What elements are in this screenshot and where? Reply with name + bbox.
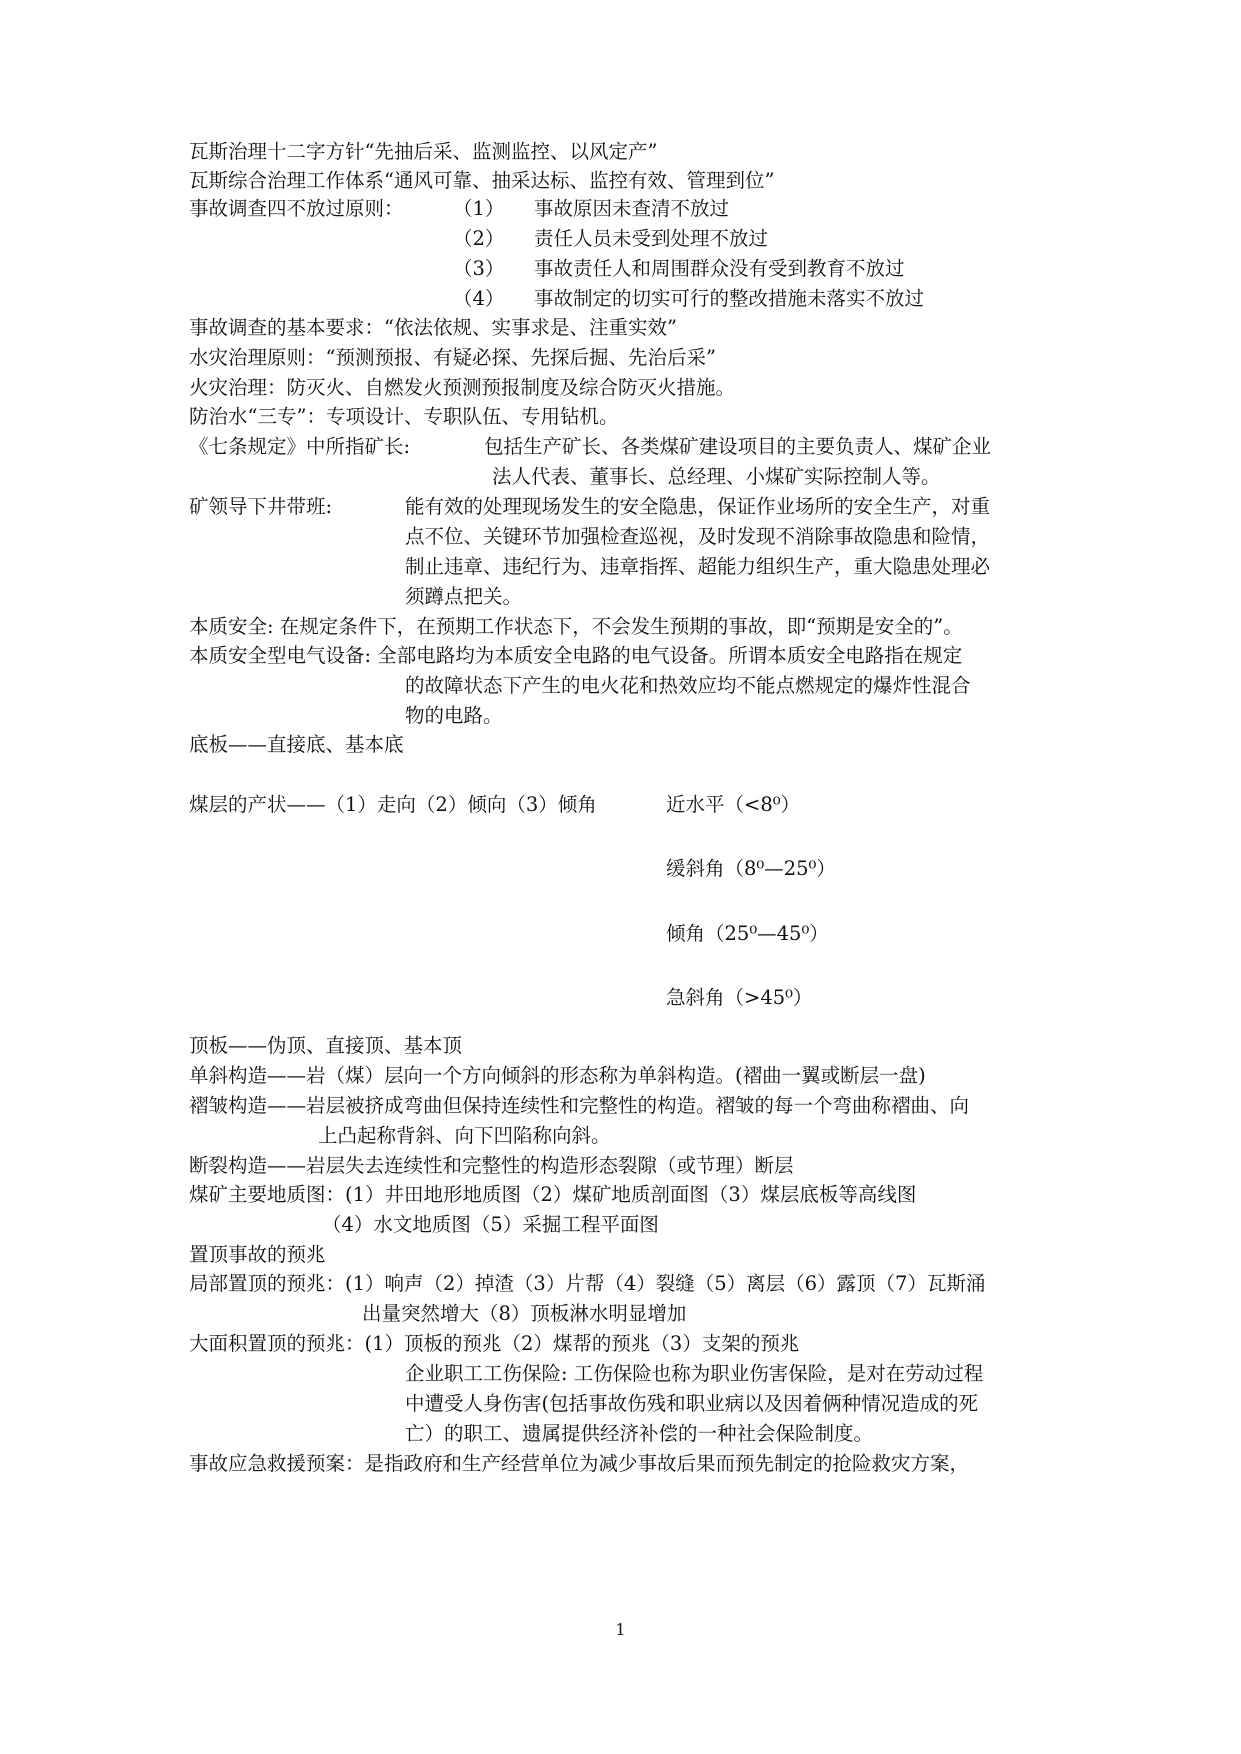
principle-4-number: （4） bbox=[453, 287, 505, 310]
fold-line-1: 褶皱构造——岩层被挤成弯曲但保持连续性和完整性的构造。褶皱的每一个弯曲称褶曲、向 bbox=[189, 1094, 970, 1117]
leader-shift-line-3: 制止违章、违纪行为、违章指挥、超能力组织生产，重大隐患处理必 bbox=[405, 555, 991, 578]
leader-shift-line-4: 须蹲点把关。 bbox=[405, 585, 523, 608]
principle-3-text: 事故责任人和周围群众没有受到教育不放过 bbox=[534, 257, 905, 280]
intrinsic-safety: 本质安全: 在规定条件下，在预期工作状态下，不会发生预期的事故，即“预期是安全的”。 bbox=[189, 615, 963, 638]
angle-gentle: 缓斜角（8⁰—25⁰） bbox=[666, 857, 836, 880]
local-roof-signs-line-1: 局部置顶的预兆：(1）响声（2）掉渣（3）片帮（4）裂缝（5）离层（6）露顶（7）瓦斯涌 bbox=[189, 1272, 986, 1295]
injury-insurance-line-2: 中遭受人身伤害(包括事故伤残和职业病以及因着俩种情况造成的死 bbox=[405, 1392, 979, 1415]
injury-insurance-line-3: 亡）的职工、遗属提供经济补偿的一种社会保险制度。 bbox=[405, 1422, 874, 1445]
principle-1-number: （1） bbox=[453, 197, 505, 220]
local-roof-signs-line-2: 出量突然增大（8）顶板淋水明显增加 bbox=[362, 1302, 687, 1325]
water-three-special: 防治水“三专”：专项设计、专职队伍、专用钻机。 bbox=[189, 405, 619, 428]
page-number: 1 bbox=[615, 1620, 626, 1639]
investigation-requirements: 事故调查的基本要求：“依法依规、实事求是、注重实效” bbox=[189, 316, 677, 339]
seven-rules-label: 《七条规定》中所指矿长: bbox=[189, 435, 411, 458]
angle-steep: 急斜角（>45⁰） bbox=[666, 986, 813, 1009]
flood-principles: 水灾治理原则：“预测预报、有疑必探、先探后掘、先治后采” bbox=[189, 346, 716, 369]
intrinsic-equipment-line-1: 本质安全型电气设备: 全部电路均为本质安全电路的电气设备。所谓本质安全电路指在规定 bbox=[189, 644, 963, 667]
angle-near-horizontal: 近水平（<8⁰） bbox=[666, 793, 801, 816]
leader-shift-line-1: 能有效的处理现场发生的安全隐患，保证作业场所的安全生产，对重 bbox=[405, 495, 991, 518]
principle-4-text: 事故制定的切实可行的整改措施未落实不放过 bbox=[534, 287, 925, 310]
injury-insurance-line-1: 企业职工工伤保险: 工伤保险也称为职业伤害保险，是对在劳动过程 bbox=[405, 1362, 984, 1385]
emergency-plan-line: 事故应急救援预案：是指政府和生产经营单位为减少事故后果而预先制定的抢险救灾方案， bbox=[189, 1452, 970, 1475]
fire-control: 火灾治理：防灭火、自燃发火预测预报制度及综合防灭火措施。 bbox=[189, 376, 736, 399]
intrinsic-equipment-line-3: 物的电路。 bbox=[405, 704, 503, 727]
gas-policy-line: 瓦斯治理十二字方针“先抽后采、监测监控、以风定产” bbox=[189, 140, 658, 163]
floor-line: 底板——直接底、基本底 bbox=[189, 733, 404, 756]
gas-system-line: 瓦斯综合治理工作体系“通风可靠、抽采达标、监控有效、管理到位” bbox=[189, 169, 775, 192]
geology-maps-line-2: （4）水文地质图（5）采掘工程平面图 bbox=[322, 1213, 659, 1236]
four-principles-label: 事故调查四不放过原则： bbox=[189, 197, 404, 220]
principle-2-text: 责任人员未受到处理不放过 bbox=[534, 227, 769, 250]
roof-line: 顶板——伪顶、直接顶、基本顶 bbox=[189, 1034, 463, 1057]
geology-maps-line-1: 煤矿主要地质图：(1）井田地形地质图（2）煤矿地质剖面图（3）煤层底板等高线图 bbox=[189, 1183, 917, 1206]
roof-accident-heading: 置顶事故的预兆 bbox=[189, 1243, 326, 1266]
large-roof-signs: 大面积置顶的预兆：(1）顶板的预兆（2）煤帮的预兆（3）支架的预兆 bbox=[189, 1332, 800, 1355]
leader-shift-line-2: 点不位、关键环节加强检查巡视，及时发现不消除事故隐患和险情， bbox=[405, 525, 991, 548]
seven-rules-line-1: 包括生产矿长、各类煤矿建设项目的主要负责人、煤矿企业 bbox=[484, 435, 992, 458]
principle-3-number: （3） bbox=[453, 257, 505, 280]
intrinsic-equipment-line-2: 的故障状态下产生的电火花和热效应均不能点燃规定的爆炸性混合 bbox=[405, 674, 971, 697]
fold-line-2: 上凸起称背斜、向下凹陷称向斜。 bbox=[318, 1124, 611, 1147]
angle-inclined: 倾角（25⁰—45⁰） bbox=[666, 922, 829, 945]
principle-2-number: （2） bbox=[453, 227, 505, 250]
seven-rules-line-2: 法人代表、董事长、总经理、小煤矿实际控制人等。 bbox=[492, 465, 941, 488]
monocline-line: 单斜构造——岩（煤）层向一个方向倾斜的形态称为单斜构造。(褶曲一翼或断层一盘) bbox=[189, 1064, 926, 1087]
seam-attitude-line: 煤层的产状——（1）走向（2）倾向（3）倾角 bbox=[189, 793, 597, 816]
fault-line: 断裂构造——岩层失去连续性和完整性的构造形态裂隙（或节理）断层 bbox=[189, 1154, 794, 1177]
principle-1-text: 事故原因未查清不放过 bbox=[534, 197, 730, 220]
leader-shift-label: 矿领导下井带班: bbox=[189, 495, 333, 518]
